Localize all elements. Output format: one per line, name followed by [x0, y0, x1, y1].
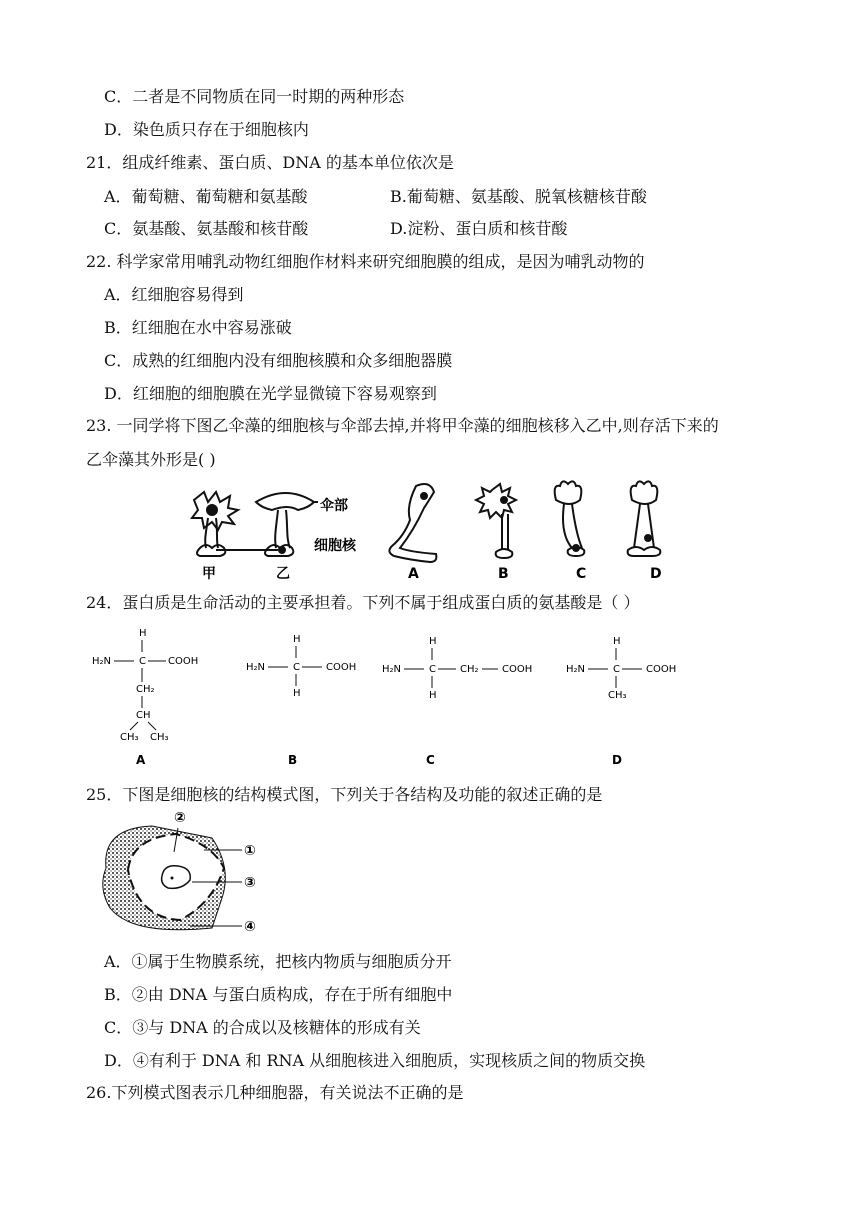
svg-text:C: C	[613, 664, 620, 675]
structure-c	[382, 636, 532, 767]
label-nucleus: 细胞核	[314, 538, 356, 554]
q25-option-c: C．③与 DNA 的合成以及核糖体的形成有关	[104, 1018, 421, 1037]
label-yi: 乙	[276, 566, 290, 582]
q22-option-a: A．红细胞容易得到	[104, 285, 244, 304]
svg-text:COOH: COOH	[646, 664, 677, 675]
q25-option-a: A．①属于生物膜系统，把核内物质与细胞质分开	[104, 952, 452, 971]
alga-option-b	[476, 484, 516, 558]
q21-option-a: A．葡萄糖、葡萄糖和氨基酸	[104, 187, 308, 206]
q25-option-b: B．②由 DNA 与蛋白质构成，存在于所有细胞中	[104, 985, 453, 1004]
svg-text:H: H	[613, 636, 621, 647]
svg-text:H: H	[293, 688, 301, 699]
mark-1: ①	[244, 843, 256, 859]
structure-b	[246, 634, 356, 767]
svg-text:H: H	[429, 690, 437, 701]
label-jia: 甲	[202, 566, 216, 582]
nucleus-figure	[92, 808, 272, 938]
alga-option-c	[555, 481, 585, 556]
svg-text:C: C	[429, 664, 436, 675]
label-umbrella: 伞部	[320, 498, 348, 514]
label-b: B	[498, 566, 509, 582]
svg-text:C: C	[293, 662, 300, 673]
svg-text:CH₂: CH₂	[460, 664, 479, 675]
mark-4: ④	[244, 919, 256, 935]
structure-label-b: B	[288, 753, 298, 767]
q25-option-d: D．④有利于 DNA 和 RNA 从细胞核进入细胞质，实现核质之间的物质交换	[104, 1051, 646, 1070]
alga-option-a	[389, 484, 436, 562]
structure-label-a: A	[136, 753, 146, 767]
svg-text:H₂N: H₂N	[246, 662, 266, 673]
q22-option-b: B．红细胞在水中容易涨破	[104, 318, 292, 337]
q26-stem: 26.下列模式图表示几种细胞器，有关说法不正确的是	[86, 1083, 464, 1102]
q20-option-d: D．染色质只存在于细胞核内	[104, 120, 309, 139]
svg-text:CH₃: CH₃	[150, 732, 169, 743]
label-a: A	[408, 566, 419, 582]
svg-text:H: H	[139, 628, 147, 639]
label-c: C	[576, 566, 587, 582]
svg-text:H₂N: H₂N	[382, 664, 402, 675]
q21-stem: 21．组成纤维素、蛋白质、DNA 的基本单位依次是	[86, 153, 454, 172]
q20-option-c: C．二者是不同物质在同一时期的两种形态	[104, 87, 405, 106]
svg-text:COOH: COOH	[326, 662, 357, 673]
q24-stem: 24．蛋白质是生命活动的主要承担着。下列不属于组成蛋白质的氨基酸是（ ）	[86, 593, 640, 612]
svg-text:CH₃: CH₃	[120, 732, 139, 743]
q21-option-c: C．氨基酸、氨基酸和核苷酸	[104, 219, 309, 238]
q23-stem-line2: 乙伞藻其外形是( )	[86, 450, 216, 469]
q22-stem: 22. 科学家常用哺乳动物红细胞作材料来研究细胞膜的组成，是因为哺乳动物的	[86, 252, 645, 271]
q22-option-d: D．红细胞的细胞膜在光学显微镜下容易观察到	[104, 384, 437, 403]
structure-label-d: D	[612, 753, 622, 767]
svg-text:H₂N: H₂N	[92, 656, 112, 667]
mark-2: ②	[174, 810, 186, 826]
acetabularia-figure	[180, 478, 700, 584]
structure-d	[566, 636, 676, 767]
svg-text:H: H	[293, 634, 301, 645]
svg-text:COOH: COOH	[168, 656, 199, 667]
alga-yi	[256, 493, 314, 556]
alga-jia	[192, 492, 238, 556]
svg-text:H: H	[429, 636, 437, 647]
amino-acid-structures	[86, 624, 706, 774]
q21-option-b: B.葡萄糖、氨基酸、脱氧核糖核苷酸	[390, 187, 647, 206]
alga-option-d	[628, 481, 661, 556]
q22-option-c: C．成熟的红细胞内没有细胞核膜和众多细胞器膜	[104, 351, 453, 370]
q21-option-d: D.淀粉、蛋白质和核苷酸	[390, 219, 568, 238]
structure-label-c: C	[426, 753, 435, 767]
q25-stem: 25．下图是细胞核的结构模式图，下列关于各结构及功能的叙述正确的是	[86, 785, 603, 804]
svg-text:H₂N: H₂N	[566, 664, 586, 675]
structure-a	[92, 628, 198, 767]
svg-text:CH: CH	[136, 710, 151, 721]
label-d: D	[650, 566, 662, 582]
q23-stem-line1: 23. 一同学将下图乙伞藻的细胞核与伞部去掉,并将甲伞藻的细胞核移入乙中,则存活下来的	[86, 416, 719, 435]
svg-text:CH₃: CH₃	[608, 690, 627, 701]
mark-3: ③	[244, 875, 256, 891]
svg-text:COOH: COOH	[502, 664, 533, 675]
svg-text:CH₂: CH₂	[136, 684, 155, 695]
svg-text:C: C	[139, 656, 146, 667]
